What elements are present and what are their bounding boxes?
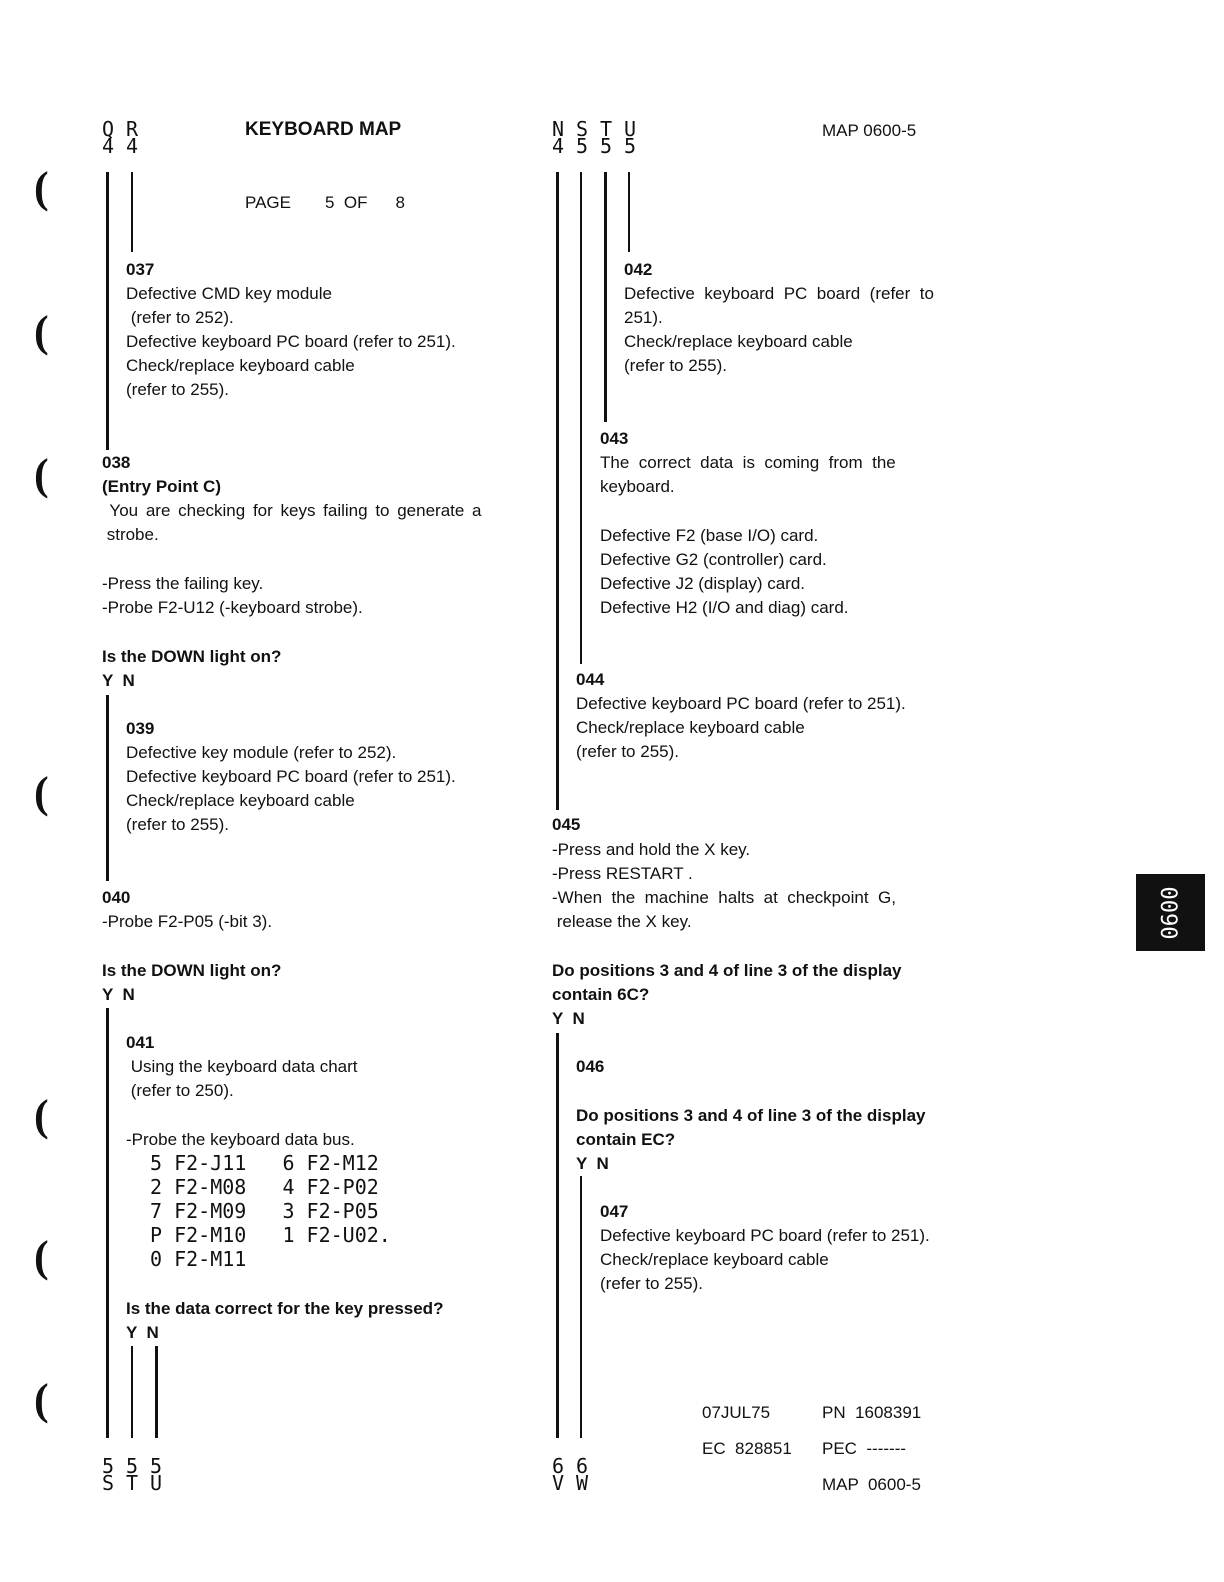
footer-ec: EC 828851 [702, 1439, 792, 1458]
flow-line [580, 1176, 582, 1438]
page-title: KEYBOARD MAP [245, 119, 402, 140]
yes-no-label: Y N [102, 985, 135, 1004]
connector-s5: S 5 [575, 117, 589, 158]
step-039-line: Defective key module (refer to 252). [126, 743, 397, 762]
flow-line [556, 172, 559, 810]
step-037-line: Defective keyboard PC board (refer to 251). [126, 332, 456, 351]
step-039-line: Check/replace keyboard cable [126, 791, 355, 810]
step-041-number: 041 [126, 1033, 155, 1052]
step-045-line: -Press and hold the X key. [552, 840, 751, 859]
connector-5u: 5 U [149, 1454, 163, 1495]
step-043-line: Defective F2 (base I/O) card. [600, 526, 819, 545]
flow-line [628, 172, 630, 252]
yes-no-label: Y N [126, 1323, 159, 1342]
page-indicator: PAGE 5 OF 8 [245, 193, 405, 212]
step-047-line: (refer to 255). [600, 1274, 703, 1293]
step-043-line: Defective G2 (controller) card. [600, 550, 827, 569]
step-046-number: 046 [576, 1057, 605, 1076]
yes-no-label: Y N [552, 1009, 585, 1028]
step-039-line: (refer to 255). [126, 815, 229, 834]
step-044-number: 044 [576, 670, 605, 689]
step-038-line: strobe. [102, 525, 159, 544]
step-042-line: Defective keyboard PC board (refer to [624, 284, 934, 303]
flow-line [155, 1346, 158, 1438]
step-046-question: Do positions 3 and 4 of line 3 of the display [576, 1106, 926, 1125]
step-040-number: 040 [102, 888, 131, 907]
step-045-line: release the X key. [552, 912, 692, 931]
connector-r4: R 4 [125, 117, 139, 158]
step-041-line: (refer to 250). [126, 1081, 234, 1100]
binder-mark: ( [34, 1232, 49, 1281]
footer-date: 07JUL75 [702, 1403, 771, 1422]
step-040-line: -Probe F2-P05 (-bit 3). [102, 912, 273, 931]
connector-q4: Q 4 [101, 117, 115, 158]
step-042-number: 042 [624, 260, 653, 279]
step-043-number: 043 [600, 429, 629, 448]
step-042-line: 251). [624, 308, 663, 327]
connector-t5: T 5 [599, 117, 613, 158]
step-045-question: Do positions 3 and 4 of line 3 of the display [552, 961, 902, 980]
step-037-line: Defective CMD key module [126, 284, 332, 303]
flow-line [556, 1033, 559, 1438]
entry-point: (Entry Point C) [102, 477, 221, 496]
step-043-line: keyboard. [600, 477, 675, 496]
step-044-line: (refer to 255). [576, 742, 679, 761]
step-045-number: 045 [552, 815, 581, 834]
connector-5s: 5 S [101, 1454, 115, 1495]
connector-6v: 6 V [551, 1454, 565, 1495]
step-038-number: 038 [102, 453, 131, 472]
step-040-question: Is the DOWN light on? [102, 961, 282, 980]
step-045-line: -Press RESTART . [552, 864, 693, 883]
flow-line [604, 172, 607, 422]
probe-row: 0 F2-M11 [150, 1247, 247, 1271]
flow-line [131, 172, 133, 252]
step-046-question: contain EC? [576, 1130, 676, 1149]
probe-row: 5 F2-J11 6 F2-M12 [150, 1151, 379, 1175]
step-044-line: Check/replace keyboard cable [576, 718, 805, 737]
footer-pec: PEC ------- [822, 1439, 907, 1458]
flow-line [131, 1346, 133, 1438]
binder-mark: ( [34, 1091, 49, 1140]
connector-n4: N 4 [551, 117, 565, 158]
step-045-line: -When the machine halts at checkpoint G, [552, 888, 896, 907]
step-038-line: -Press the failing key. [102, 574, 264, 593]
step-041-question: Is the data correct for the key pressed? [126, 1299, 444, 1318]
step-041-line: Using the keyboard data chart [126, 1057, 358, 1076]
step-038-question: Is the DOWN light on? [102, 647, 282, 666]
yes-no-label: Y N [576, 1154, 609, 1173]
binder-mark: ( [34, 163, 49, 212]
map-id-header: MAP 0600-5 [822, 121, 917, 140]
step-042-line: Check/replace keyboard cable [624, 332, 853, 351]
probe-row: 7 F2-M09 3 F2-P05 [150, 1199, 379, 1223]
step-047-number: 047 [600, 1202, 629, 1221]
connector-6w: 6 W [575, 1454, 589, 1495]
probe-row: P F2-M10 1 F2-U02. [150, 1223, 391, 1247]
flow-line [106, 172, 109, 450]
step-037-line: (refer to 255). [126, 380, 229, 399]
step-044-line: Defective keyboard PC board (refer to 251). [576, 694, 906, 713]
footer-part-number: PN 1608391 [822, 1403, 922, 1422]
step-037-number: 037 [126, 260, 155, 279]
section-tab: 0600 [1136, 874, 1205, 951]
binder-mark: ( [34, 1375, 49, 1424]
step-037-line: (refer to 252). [126, 308, 234, 327]
step-039-number: 039 [126, 719, 155, 738]
binder-mark: ( [34, 307, 49, 356]
step-047-line: Defective keyboard PC board (refer to 251). [600, 1226, 930, 1245]
step-039-line: Defective keyboard PC board (refer to 251). [126, 767, 456, 786]
step-041-line: -Probe the keyboard data bus. [126, 1130, 355, 1149]
step-043-line: Defective J2 (display) card. [600, 574, 806, 593]
step-038-line: -Probe F2-U12 (-keyboard strobe). [102, 598, 363, 617]
binder-mark: ( [34, 768, 49, 817]
step-037-line: Check/replace keyboard cable [126, 356, 355, 375]
step-043-line: The correct data is coming from the [600, 453, 896, 472]
flow-line [580, 172, 582, 664]
step-043-line: Defective H2 (I/O and diag) card. [600, 598, 849, 617]
connector-5t: 5 T [125, 1454, 139, 1495]
footer-map-id: MAP 0600-5 [822, 1475, 921, 1494]
step-038-line: You are checking for keys failing to generate a [102, 501, 482, 520]
flow-line [106, 695, 109, 881]
connector-u5: U 5 [623, 117, 637, 158]
binder-mark: ( [34, 450, 49, 499]
step-045-question: contain 6C? [552, 985, 650, 1004]
yes-no-label: Y N [102, 671, 135, 690]
step-042-line: (refer to 255). [624, 356, 727, 375]
step-047-line: Check/replace keyboard cable [600, 1250, 829, 1269]
probe-row: 2 F2-M08 4 F2-P02 [150, 1175, 379, 1199]
flow-line [106, 1008, 109, 1438]
